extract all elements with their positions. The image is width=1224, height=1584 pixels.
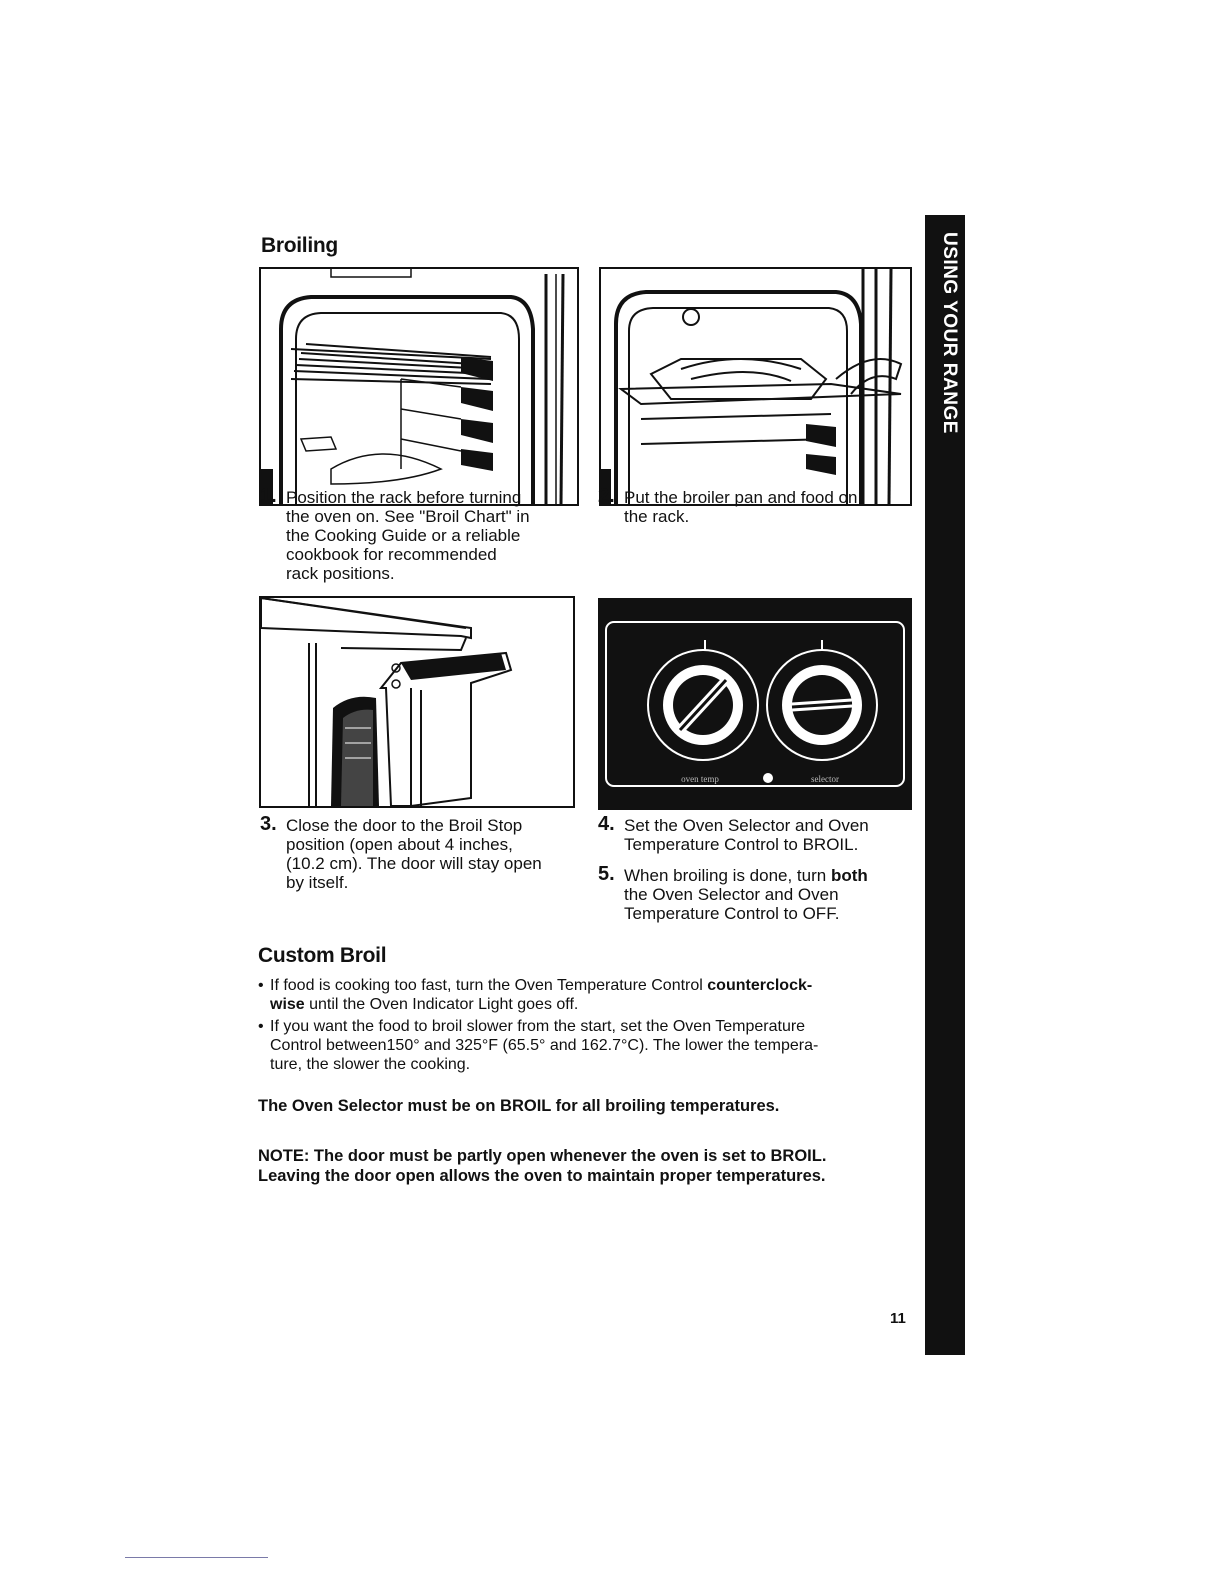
step-1 bbox=[260, 485, 580, 583]
step-number: 4. bbox=[598, 813, 615, 835]
footer-rule bbox=[125, 1557, 268, 1558]
door-broil-stop-illustration bbox=[261, 598, 573, 806]
knob-right-label: selector bbox=[811, 774, 839, 784]
step-text: Set the Oven Selector and Oven Temperature Control to BROIL. bbox=[624, 816, 869, 854]
broiler-pan-illustration bbox=[601, 269, 910, 504]
section-title-custom-broil: Custom Broil bbox=[258, 944, 387, 967]
step-text bbox=[624, 866, 918, 923]
bullet-item bbox=[258, 976, 898, 1014]
bullet-text: If you want the food to broil slower from the start, set the Oven Temperature Control between150° and 325°F (65.5° and 162.7°C). The lower the tempera- ture, the slower the cooking. bbox=[270, 1018, 819, 1073]
control-knobs-illustration bbox=[600, 600, 910, 808]
oven-rack-illustration bbox=[260, 269, 577, 507]
step-text: Close the door to the Broil Stop position (open about 4 inches, (10.2 cm). The door will stay open by itself. bbox=[286, 816, 542, 892]
step-2 bbox=[598, 485, 918, 526]
door-note: NOTE: The door must be partly open whenever the oven is set to BROIL. Leaving the door open allows the oven to maintain proper temperatures. bbox=[258, 1147, 827, 1185]
bullet-icon: • bbox=[258, 977, 264, 994]
step-text: Put the broiler pan and food on the rack. bbox=[624, 488, 858, 526]
knob-left-label: oven temp bbox=[681, 774, 719, 784]
step-number: 2. bbox=[598, 485, 615, 507]
bullet-text-pre: If food is cooking too fast, turn the Oven Temperature Control bbox=[270, 977, 708, 994]
step-3 bbox=[260, 813, 580, 892]
bullet-item bbox=[258, 1017, 898, 1074]
section-title-broiling: Broiling bbox=[261, 234, 338, 257]
figure-broiler-pan bbox=[599, 267, 912, 506]
step-text-post: the Oven Selector and Oven Temperature Control to OFF. bbox=[624, 885, 840, 923]
step-number: 5. bbox=[598, 863, 615, 885]
step-text: Position the rack before turning the oven on. See "Broil Chart" in the Cooking Guide or a reliable cookbook for recommended rack positions. bbox=[286, 488, 530, 583]
figure-control-knobs bbox=[598, 598, 912, 810]
bullet-text-post: until the Oven Indicator Light goes off. bbox=[304, 996, 579, 1013]
step-number: 1. bbox=[260, 485, 277, 507]
page-number: 11 bbox=[890, 1310, 906, 1327]
step-number: 3. bbox=[260, 813, 277, 835]
step-4 bbox=[598, 813, 918, 854]
step-text-pre: When broiling is done, turn bbox=[624, 866, 831, 885]
selector-note: The Oven Selector must be on BROIL for all broiling temperatures. bbox=[258, 1097, 780, 1115]
bullet-text-bold: counterclock- wise bbox=[270, 977, 813, 1013]
custom-broil-bullets bbox=[258, 976, 898, 1077]
sidebar-label: USING YOUR RANGE bbox=[939, 232, 960, 434]
figure-oven-rack bbox=[259, 267, 579, 506]
step-5 bbox=[598, 863, 918, 923]
step-text-bold: both bbox=[830, 866, 868, 885]
bullet-icon: • bbox=[258, 1018, 264, 1035]
figure-door-broil-stop bbox=[259, 596, 575, 808]
